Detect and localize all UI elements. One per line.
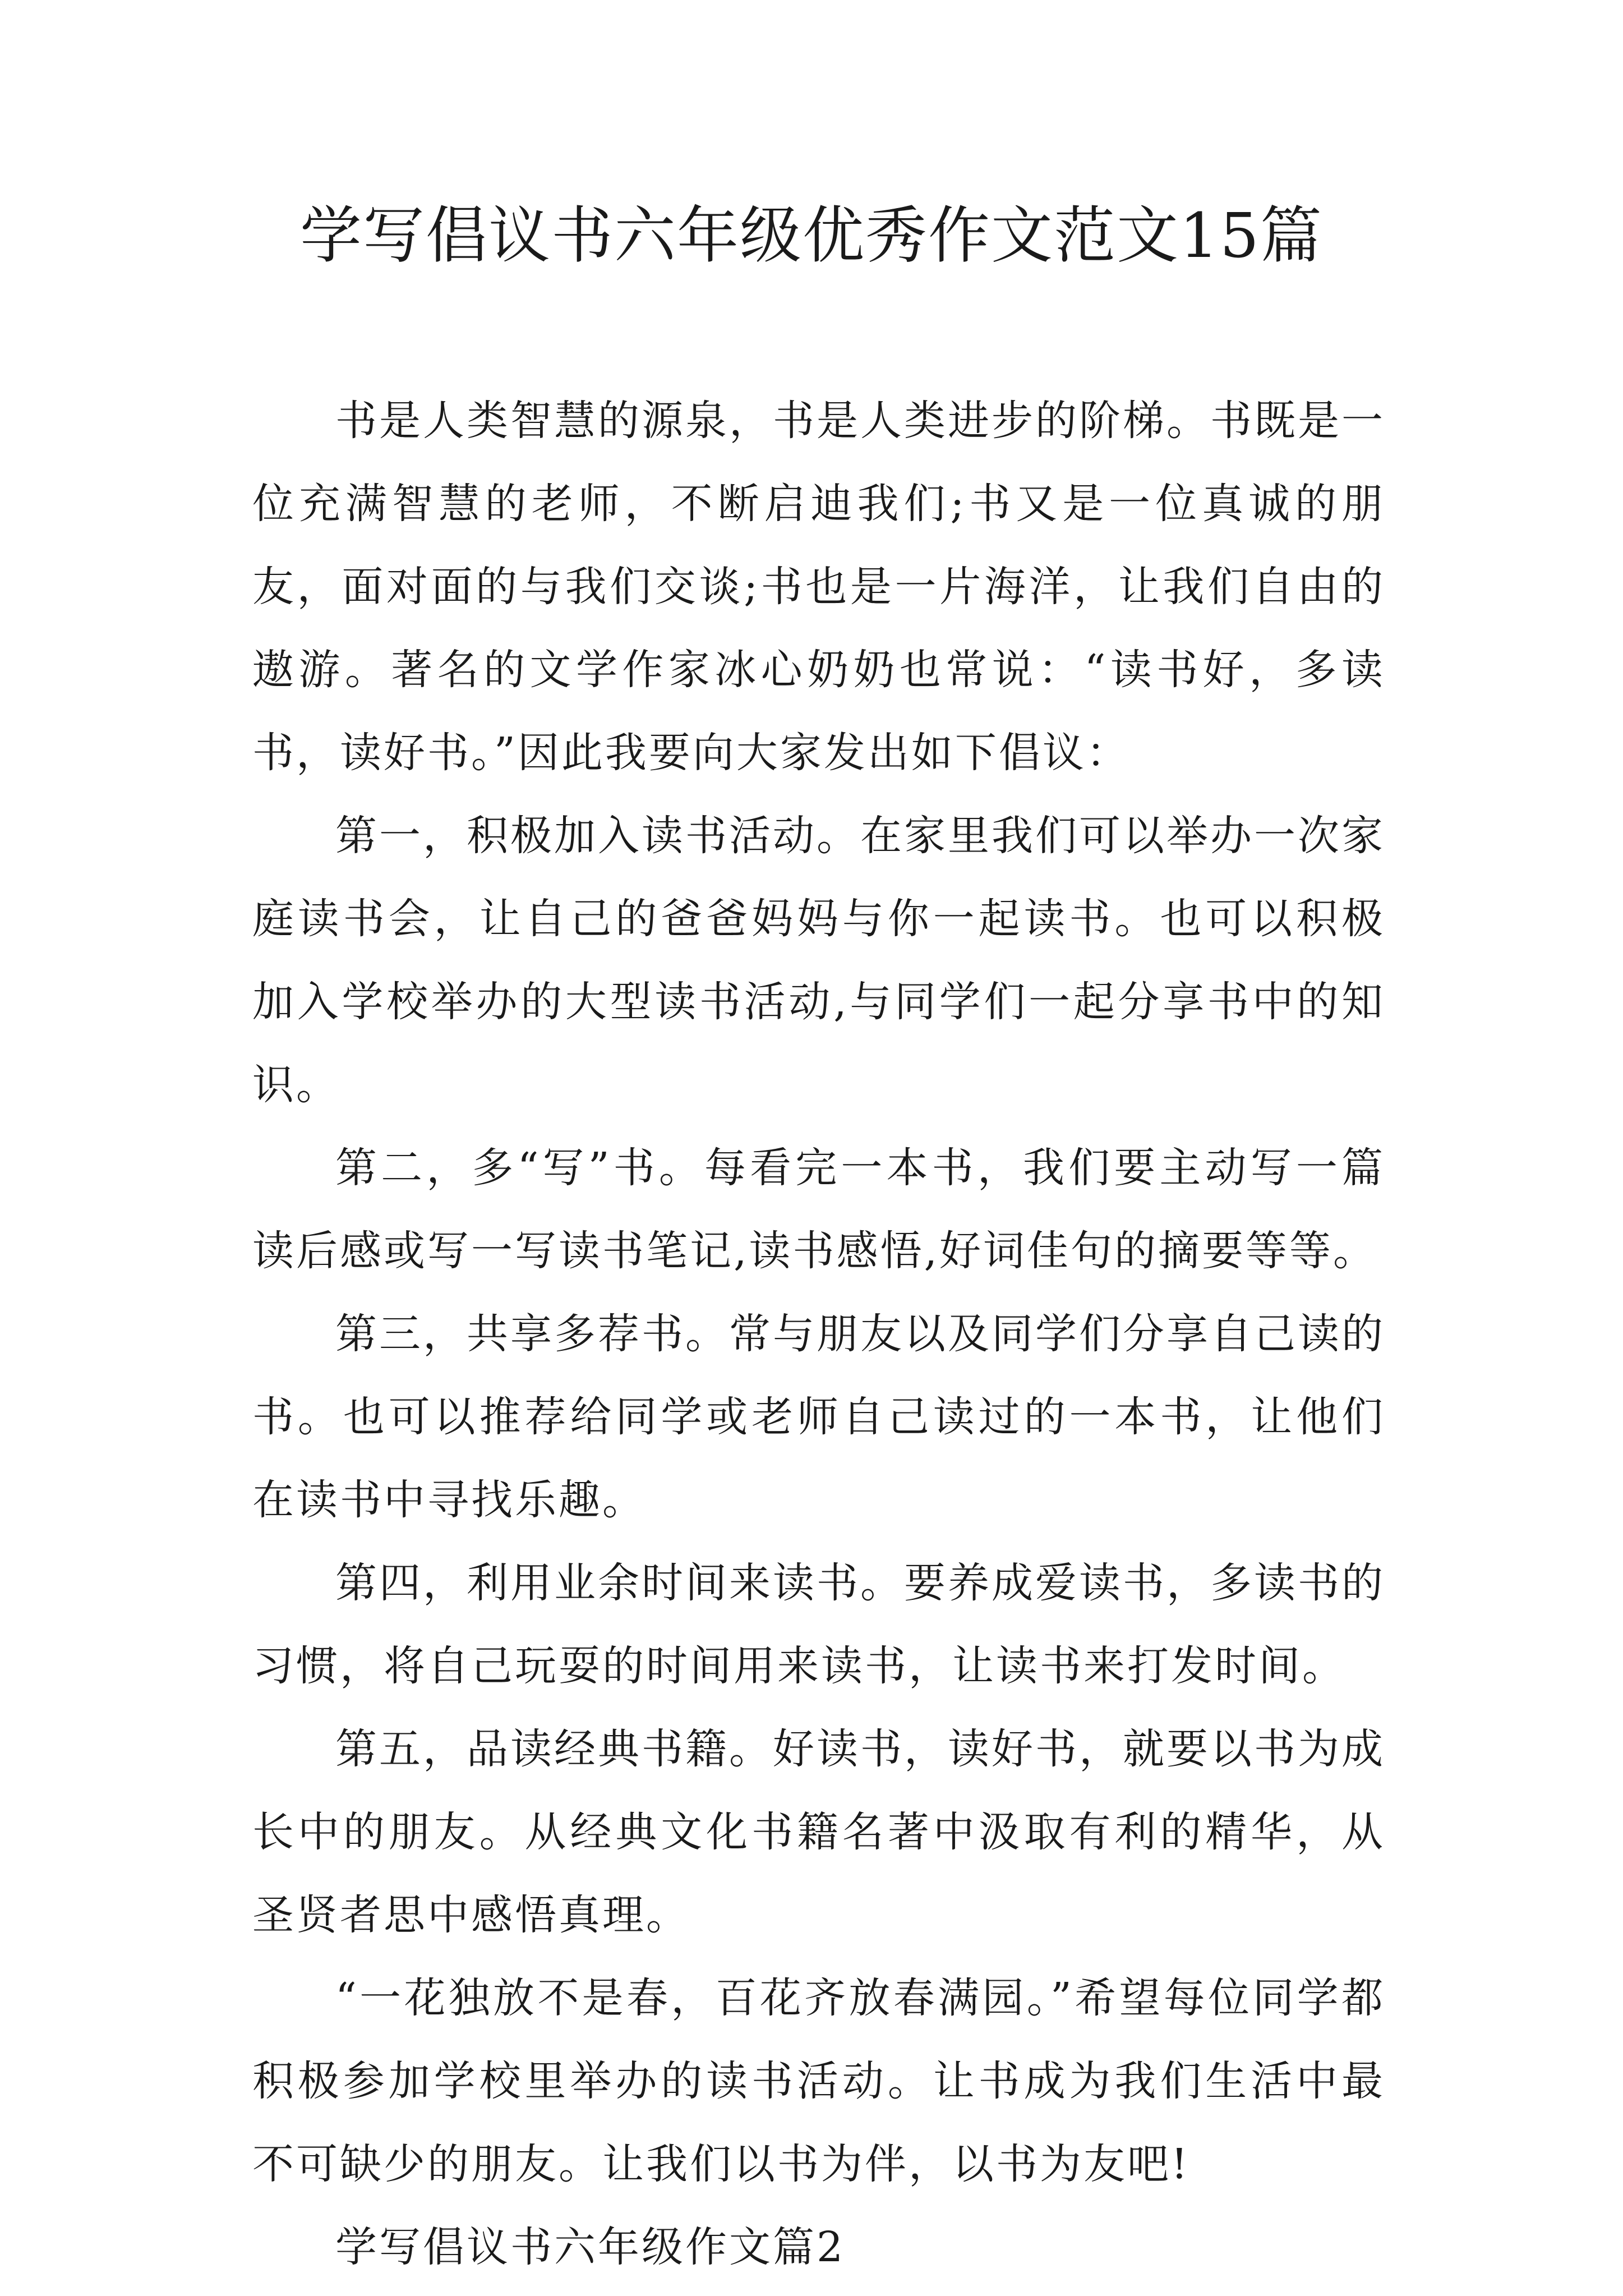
document-body xyxy=(252,379,1385,2289)
paragraph-conclusion: “一花独放不是春，百花齐放春满园。”希望每位同学都积极参加学校里举办的读书活动。让书成为我们生活中最不可缺少的朋友。让我们以书为伴，以书为友吧! xyxy=(252,1974,1385,2188)
paragraph-point-2: 第二，多“写”书。每看完一本书，我们要主动写一篇读后感或写一写读书笔记,读书感悟,好词佳句的摘要等等。 xyxy=(252,1144,1385,1275)
paragraph-point-5: 第五，品读经典书籍。好读书，读好书，就要以书为成长中的朋友。从经典文化书籍名著中汲取有利的精华，从圣贤者思中感悟真理。 xyxy=(252,1725,1385,1939)
section-heading-essay-2: 学写倡议书六年级作文篇2 xyxy=(335,2223,846,2271)
document-title: 学写倡议书六年级优秀作文范文15篇 xyxy=(300,200,1323,272)
paragraph-point-3: 第三，共享多荐书。常与朋友以及同学们分享自己读的书。也可以推荐给同学或老师自己读过的一本书，让他们在读书中寻找乐趣。 xyxy=(252,1310,1385,1524)
paragraph-intro: 书是人类智慧的源泉，书是人类进步的阶梯。书既是一位充满智慧的老师，不断启迪我们;书又是一位真诚的朋友，面对面的与我们交谈;书也是一片海洋，让我们自由的遨游。著名的文学作家冰心奶奶也常说：“读书好，多读书，读好书。”因此我要向大家发出如下倡议： xyxy=(252,397,1385,777)
paragraph-point-4: 第四，利用业余时间来读书。要养成爱读书，多读书的习惯，将自己玩耍的时间用来读书，让读书来打发时间。 xyxy=(252,1559,1385,1690)
paragraph-point-1: 第一，积极加入读书活动。在家里我们可以举办一次家庭读书会，让自己的爸爸妈妈与你一起读书。也可以积极加入学校举办的大型读书活动,与同学们一起分享书中的知识。 xyxy=(252,812,1385,1109)
